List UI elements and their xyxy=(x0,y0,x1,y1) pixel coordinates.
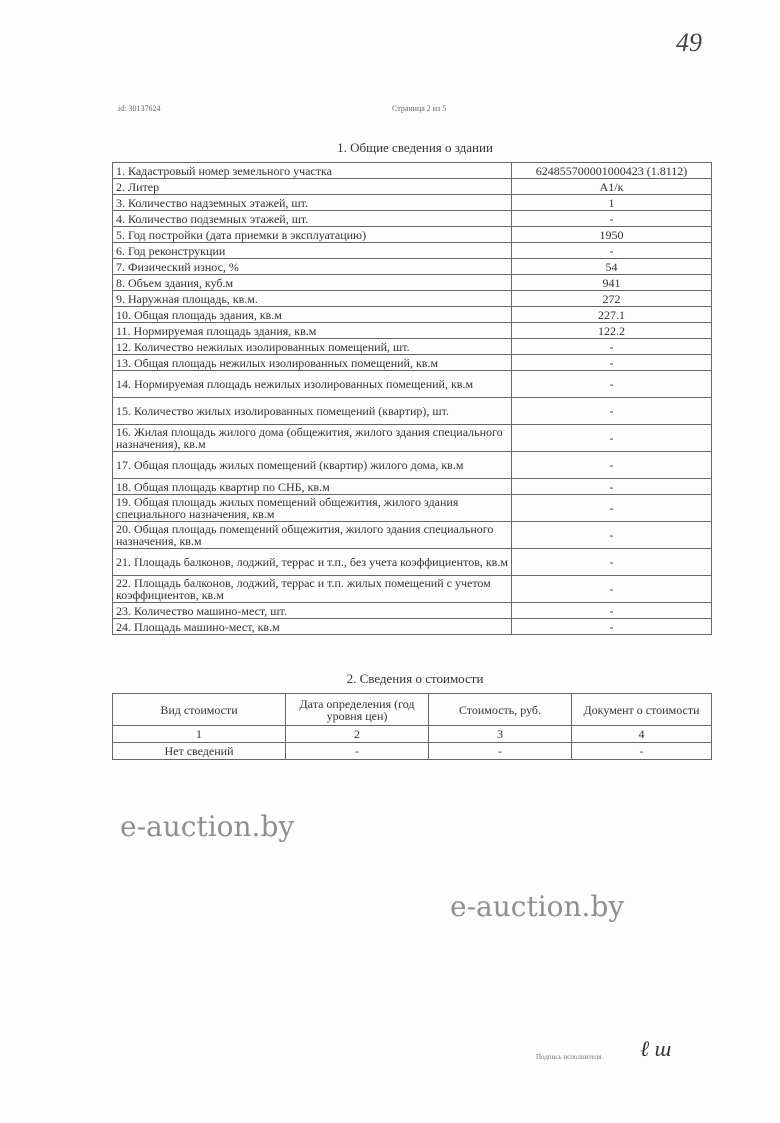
signature-label: Подпись исполнителя xyxy=(536,1053,602,1061)
row-label: 1. Кадастровый номер земельного участка xyxy=(113,163,512,179)
table-row xyxy=(113,243,712,259)
table-row xyxy=(113,179,712,195)
row-label: 17. Общая площадь жилых помещений (квартир) жилого дома, кв.м xyxy=(113,452,512,479)
row-label: 19. Общая площадь жилых помещений общежития, жилого здания специального назначения, кв.м xyxy=(113,495,512,522)
row-value: - xyxy=(512,398,712,425)
row-label: 7. Физический износ, % xyxy=(113,259,512,275)
row-label: 3. Количество надземных этажей, шт. xyxy=(113,195,512,211)
table-row xyxy=(113,195,712,211)
table-row xyxy=(113,522,712,549)
table-row xyxy=(113,291,712,307)
row-label: 10. Общая площадь здания, кв.м xyxy=(113,307,512,323)
row-label: 9. Наружная площадь, кв.м. xyxy=(113,291,512,307)
row-value: - xyxy=(512,576,712,603)
row-value: - xyxy=(512,211,712,227)
row-label: 21. Площадь балконов, лоджий, террас и т.п., без учета коэффициентов, кв.м xyxy=(113,549,512,576)
table-row xyxy=(113,452,712,479)
row-label: 22. Площадь балконов, лоджий, террас и т.п. жилых помещений с учетом коэффициентов, кв.м xyxy=(113,576,512,603)
table-row xyxy=(113,603,712,619)
table-row xyxy=(113,743,712,760)
watermark: e-auction.by xyxy=(450,890,625,923)
row-label: 8. Объем здания, куб.м xyxy=(113,275,512,291)
table-row xyxy=(113,323,712,339)
table-row xyxy=(113,275,712,291)
section1-title: 1. Общие сведения о здании xyxy=(337,140,493,155)
row-value: 272 xyxy=(512,291,712,307)
row-value: - xyxy=(512,339,712,355)
building-info-table xyxy=(112,162,712,635)
row-label: 15. Количество жилых изолированных помещений (квартир), шт. xyxy=(113,398,512,425)
row-value: - xyxy=(512,479,712,495)
row-label: 2. Литер xyxy=(113,179,512,195)
cell: - xyxy=(429,743,572,760)
row-value: 54 xyxy=(512,259,712,275)
row-value: - xyxy=(512,452,712,479)
row-label: 14. Нормируемая площадь нежилых изолированных помещений, кв.м xyxy=(113,371,512,398)
document-id: id: 30137624 xyxy=(118,104,161,113)
row-label: 23. Количество машино-мест, шт. xyxy=(113,603,512,619)
table-row xyxy=(113,259,712,275)
cell: 2 xyxy=(286,726,429,743)
cell: - xyxy=(572,743,712,760)
row-label: 18. Общая площадь квартир по СНБ, кв.м xyxy=(113,479,512,495)
row-label: 24. Площадь машино-мест, кв.м xyxy=(113,619,512,635)
row-value: - xyxy=(512,371,712,398)
column-header: Документ о стоимости xyxy=(572,694,712,726)
table-row xyxy=(113,495,712,522)
page-indicator: Страница 2 из 5 xyxy=(392,104,447,113)
table-header-row xyxy=(113,694,712,726)
section2-title: 2. Сведения о стоимости xyxy=(346,671,484,686)
table-row xyxy=(113,307,712,323)
table-row xyxy=(113,425,712,452)
cell: - xyxy=(286,743,429,760)
row-value: 1 xyxy=(512,195,712,211)
cell: 3 xyxy=(429,726,572,743)
watermark: e-auction.by xyxy=(120,810,295,843)
row-value: 624855700001000423 (1.8112) xyxy=(512,163,712,179)
cost-table xyxy=(112,693,712,760)
row-value: - xyxy=(512,522,712,549)
handwritten-signature: ℓ ш xyxy=(640,1036,672,1061)
row-label: 20. Общая площадь помещений общежития, жилого здания специального назначения, кв.м xyxy=(113,522,512,549)
column-header: Стоимость, руб. xyxy=(429,694,572,726)
row-label: 12. Количество нежилых изолированных помещений, шт. xyxy=(113,339,512,355)
row-value: - xyxy=(512,619,712,635)
handwritten-page-number: 49 xyxy=(676,28,702,57)
row-label: 11. Нормируемая площадь здания, кв.м xyxy=(113,323,512,339)
table-row xyxy=(113,549,712,576)
row-label: 13. Общая площадь нежилых изолированных помещений, кв.м xyxy=(113,355,512,371)
row-label: 4. Количество подземных этажей, шт. xyxy=(113,211,512,227)
row-value: 1950 xyxy=(512,227,712,243)
row-value: 122.2 xyxy=(512,323,712,339)
row-value: - xyxy=(512,603,712,619)
column-header: Дата определения (год уровня цен) xyxy=(286,694,429,726)
row-label: 5. Год постройки (дата приемки в эксплуатацию) xyxy=(113,227,512,243)
column-number-row xyxy=(113,726,712,743)
row-value: - xyxy=(512,495,712,522)
table-row xyxy=(113,339,712,355)
row-label: 6. Год реконструкции xyxy=(113,243,512,259)
table-row xyxy=(113,371,712,398)
row-value: - xyxy=(512,243,712,259)
table-row xyxy=(113,211,712,227)
cell: 1 xyxy=(113,726,286,743)
row-value: - xyxy=(512,355,712,371)
row-label: 16. Жилая площадь жилого дома (общежития, жилого здания специального назначения), кв.м xyxy=(113,425,512,452)
column-header: Вид стоимости xyxy=(113,694,286,726)
row-value: - xyxy=(512,549,712,576)
table-row xyxy=(113,619,712,635)
table-row xyxy=(113,355,712,371)
cell: Нет сведений xyxy=(113,743,286,760)
row-value: 227.1 xyxy=(512,307,712,323)
row-value: А1/к xyxy=(512,179,712,195)
table-row xyxy=(113,576,712,603)
table-row xyxy=(113,163,712,179)
table-row xyxy=(113,227,712,243)
cell: 4 xyxy=(572,726,712,743)
row-value: - xyxy=(512,425,712,452)
row-value: 941 xyxy=(512,275,712,291)
table-row xyxy=(113,479,712,495)
table-row xyxy=(113,398,712,425)
